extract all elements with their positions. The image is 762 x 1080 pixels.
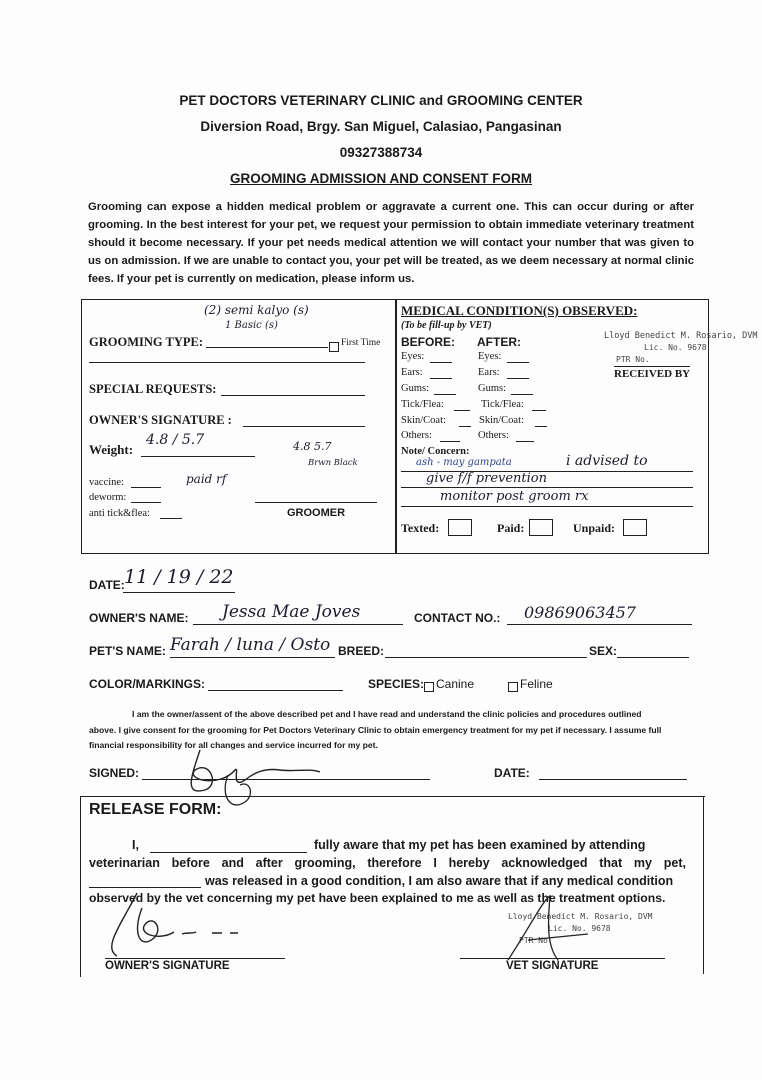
grooming-type-line-2 [89,362,365,363]
note-line-2: i advised to [566,453,648,469]
note-line-1: ash - may gampata [416,457,512,468]
note-field-2[interactable] [401,487,693,488]
texted-label: Texted: [401,521,440,535]
first-time-checkbox[interactable] [329,338,339,356]
release-stamp-lic: Lic. No. 9678 [548,924,611,933]
weight-label: Weight: [89,442,134,457]
note-line-4: monitor post groom rx [440,489,589,504]
clinic-address: Diversion Road, Brgy. San Miguel, Calasiao, Pangasinan [200,119,562,134]
received-by-field[interactable] [614,366,690,367]
before-ears-field[interactable] [430,378,452,379]
anti-tick-label: anti tick&flea: [89,508,150,519]
grooming-type-field[interactable] [206,347,328,348]
feline-label: Feline [520,677,553,691]
after-skin-label: Skin/Coat: [479,415,524,426]
release-title: RELEASE FORM: [89,801,222,818]
color-label: COLOR/MARKINGS: [89,677,205,691]
grooming-type-note-2: 1 Basic (s) [225,320,278,331]
owner-name-value: Jessa Mae Joves [222,602,361,622]
unpaid-box[interactable] [623,519,647,537]
owner-signature-field[interactable] [243,426,365,427]
groomer-field[interactable] [255,502,377,503]
contact-label: CONTACT NO.: [414,611,501,625]
weight-note-1: 4.8 5.7 [293,440,332,453]
pet-name-value: Farah / luna / Osto [170,635,331,655]
date-field[interactable] [123,592,235,593]
owner-name-label: OWNER'S NAME: [89,611,189,625]
sex-field[interactable] [617,657,689,658]
weight-value: 4.8 / 5.7 [146,432,205,448]
after-eyes-field[interactable] [507,362,529,363]
texted-box[interactable] [448,519,472,537]
weight-field[interactable] [141,456,255,457]
breed-label: BREED: [338,644,385,658]
anti-tick-field[interactable] [160,518,182,519]
release-i: I, [132,838,139,852]
special-requests-label: SPECIAL REQUESTS: [89,382,217,396]
contact-value: 09869063457 [524,603,636,622]
vet-stamp-lic: Lic. No. 9678 [644,343,707,352]
owner-signature-scribble-2 [92,888,272,968]
paid-box[interactable] [529,519,553,537]
vet-stamp-ptr: PTR No. [616,355,650,364]
after-others-field[interactable] [516,441,534,442]
consent-date-field[interactable] [539,779,687,780]
clinic-phone: 09327388734 [339,145,423,160]
first-time-label: First Time [341,338,381,348]
before-eyes-field[interactable] [430,362,452,363]
vet-sig-label: VET SIGNATURE [506,960,599,972]
weight-note-2: Brwn Black [308,458,358,468]
groomer-label: GROOMER [287,507,346,519]
after-gums-field[interactable] [511,394,533,395]
before-ears-label: Ears: [401,367,423,378]
release-line-4: observed by the vet concerning my pet have been explained to me as well as the treatment options. [89,891,666,905]
before-eyes-label: Eyes: [401,351,425,362]
pet-name-field[interactable] [170,657,335,658]
deworm-label: deworm: [89,492,127,503]
release-line-3: was released in a good condition, I am also aware that if any medical condition [205,874,674,888]
color-field[interactable] [208,690,343,691]
grooming-type-note-1: (2) semi kalyo (s) [204,303,309,317]
before-skin-field[interactable] [459,426,471,427]
paid-label: Paid: [497,521,525,535]
feline-checkbox[interactable] [508,678,518,696]
form-title: GROOMING ADMISSION AND CONSENT FORM [230,171,532,186]
release-stamp-ptr: PTR No. [519,936,553,945]
pet-name-label: PET'S NAME: [89,644,166,658]
before-others-label: Others: [401,430,432,441]
after-tick-field[interactable] [532,410,546,411]
vaccine-label: vaccine: [89,477,124,488]
owner-release-sig-label: OWNER'S SIGNATURE [105,960,230,972]
sex-label: SEX: [589,644,618,658]
before-label: BEFORE: [401,335,455,349]
after-tick-label: Tick/Flea: [481,399,524,410]
before-gums-field[interactable] [434,394,456,395]
release-name-field[interactable] [150,852,307,853]
signed-label: SIGNED: [89,766,140,780]
breed-field[interactable] [385,657,587,658]
consent-text-1: I am the owner/assent of the above described pet and I have read and understand the clinic policies and procedures outlined [132,709,642,719]
after-ears-field[interactable] [507,378,529,379]
after-eyes-label: Eyes: [478,351,502,362]
release-line-2: veterinarian before and after grooming, therefore I hereby acknowledged that my pet, [89,856,686,870]
before-skin-label: Skin/Coat: [401,415,446,426]
date-label: DATE: [89,578,125,592]
before-tick-label: Tick/Flea: [401,399,444,410]
before-others-field[interactable] [440,441,460,442]
owner-release-sig-field[interactable] [105,958,285,959]
species-label: SPECIES: [368,677,425,691]
consent-text-2: above. I give consent for the grooming for Pet Doctors Veterinary Clinic to obtain emergency treatment for my pet if necessary. I assume full [89,725,662,735]
after-others-label: Others: [478,430,509,441]
note-field-3[interactable] [401,506,693,507]
grooming-type-label: GROOMING TYPE: [89,335,204,349]
paid-note: paid rf [186,472,227,486]
release-stamp-name: Lloyd Benedict M. Rosario, DVM [508,912,653,921]
vet-stamp-name: Lloyd Benedict M. Rosario, DVM [604,331,758,341]
contact-field[interactable] [507,624,692,625]
canine-label: Canine [436,677,475,691]
consent-text-3: financial responsibility for all changes and service incurred for my pet. [89,740,378,750]
intro-paragraph: Grooming can expose a hidden medical problem or aggravate a current one. This can occur during or after grooming. In the best interest for your pet, we request your permission to obtain immediate veterinary treatment should it become necessary. If your pet needs medical attention we will contact your number that was given to us on admission. If we are unable to contact you, your pet will be treated, as we deem necessary at normal clinic fees. If your pet is currently on medication, please inform us. [88,201,694,285]
owner-name-field[interactable] [193,624,403,625]
medical-title: MEDICAL CONDITION(S) OBSERVED: [401,303,638,318]
vaccine-field[interactable] [131,487,161,488]
note-line-3: give f/f prevention [426,471,548,486]
after-gums-label: Gums: [478,383,507,394]
special-requests-field[interactable] [221,395,365,396]
vet-sig-field[interactable] [460,958,665,959]
deworm-field[interactable] [131,502,161,503]
after-ears-label: Ears: [478,367,500,378]
release-line-1: fully aware that my pet has been examined by attending [314,838,646,852]
consent-date-label: DATE: [494,766,530,780]
received-by-label: RECEIVED BY [614,368,691,380]
release-box-right [703,796,704,974]
note-label: Note/ Concern: [401,446,470,457]
owner-signature-label: OWNER'S SIGNATURE : [89,413,232,427]
after-skin-field[interactable] [535,426,547,427]
before-gums-label: Gums: [401,383,430,394]
clinic-name: PET DOCTORS VETERINARY CLINIC and GROOMING CENTER [179,93,583,108]
unpaid-label: Unpaid: [573,521,616,535]
date-value: 11 / 19 / 22 [124,566,234,588]
canine-checkbox[interactable] [424,678,434,696]
medical-subtitle: (To be fill-up by VET) [401,320,492,331]
before-tick-field[interactable] [454,410,470,411]
after-label: AFTER: [477,335,521,349]
